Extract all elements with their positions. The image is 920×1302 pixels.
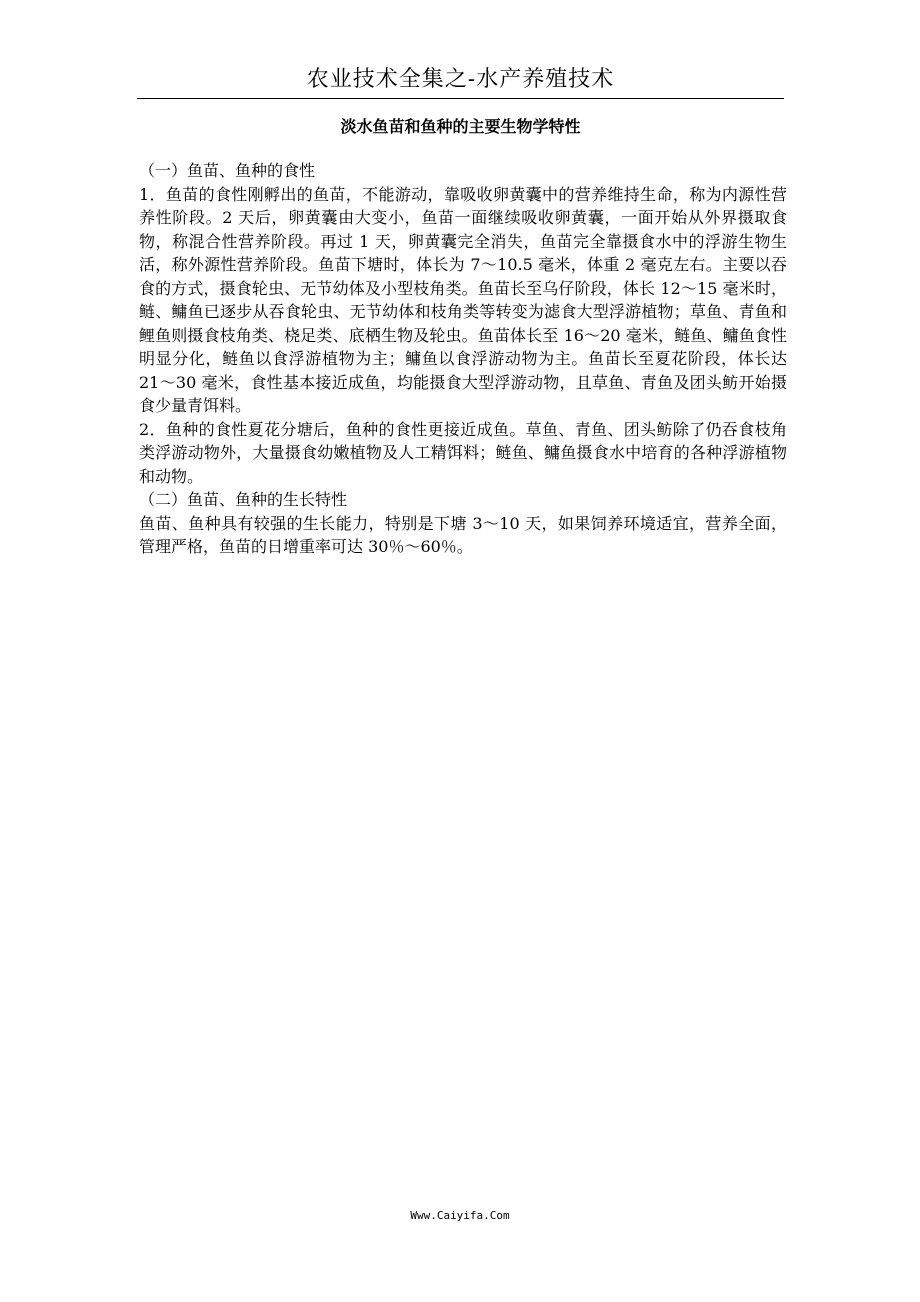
section-heading-growth: （二）鱼苗、鱼种的生长特性 (139, 490, 348, 509)
paragraph-fry-feeding: 1．鱼苗的食性刚孵出的鱼苗，不能游动，靠吸收卵黄囊中的营养维持生命，称为内源性营养性阶段。2 天后，卵黄囊由大变小，鱼苗一面继续吸收卵黄囊，一面开始从外界摄取食物，称混合性营养阶段。再过 1 天，卵黄囊完全消失，鱼苗完全靠摄食水中的浮游生物生活，称外源性营养阶段。鱼苗下塘时，体长为 7～10.5 毫米，体重 2 毫克左右。主要以吞食的方式，摄食轮虫、无节幼体及小型枝角类。鱼苗长至乌仔阶段，体长 12～15 毫米时，鲢、鳙鱼已逐步从吞食轮虫、无节幼体和枝角类等转变为滤食大型浮游植物；草鱼、青鱼和鲤鱼则摄食枝角类、桡足类、底栖生物及轮虫。鱼苗体长至 16～20 毫米，鲢鱼、鳙鱼食性明显分化，鲢鱼以食浮游植物为主；鳙鱼以食浮游动物为主。鱼苗长至夏花阶段，体长达 21～30 毫米，食性基本接近成鱼，均能摄食大型浮游动物，且草鱼、青鱼及团头鲂开始摄食少量青饵料。 (139, 184, 787, 415)
page-header (137, 62, 784, 99)
section-heading-feeding: （一）鱼苗、鱼种的食性 (139, 161, 316, 180)
page-footer: Www.Caiyifa.Com (410, 1209, 510, 1222)
paragraph-growth: 鱼苗、鱼种具有较强的生长能力，特别是下塘 3～10 天，如果饲养环境适宜，营养全面，管理严格，鱼苗的日增重率可达 30％～60％。 (139, 513, 787, 556)
header-title: 农业技术全集之-水产养殖技术 (306, 67, 615, 92)
article-title: 淡水鱼苗和鱼种的主要生物学特性 (340, 117, 581, 136)
article-body (139, 159, 787, 559)
paragraph-fingerling-feeding: 2．鱼种的食性夏花分塘后，鱼种的食性更接近成鱼。草鱼、青鱼、团头鲂除了仍吞食枝角类浮游动物外，大量摄食幼嫩植物及人工精饵料；鲢鱼、鳙鱼摄食水中培育的各种浮游植物和动物。 (139, 419, 787, 486)
